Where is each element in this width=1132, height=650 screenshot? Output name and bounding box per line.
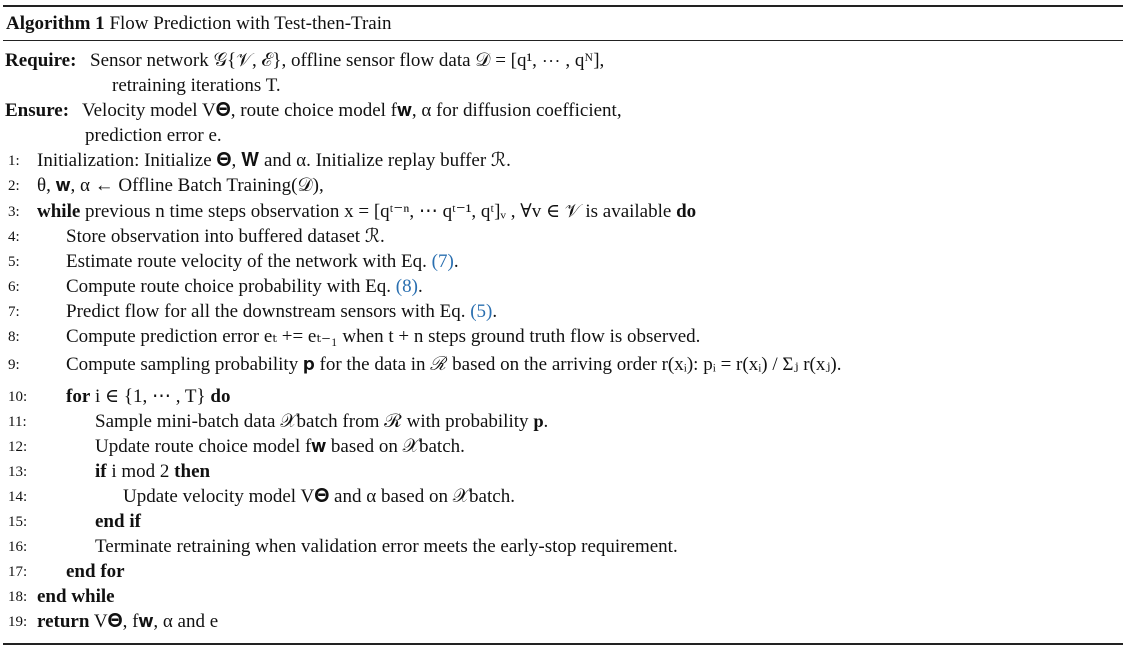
- line-number: 12:: [8, 439, 28, 455]
- step-text: Update velocity model V𝚯 and α based on 𝒳batch.: [123, 486, 515, 507]
- step-text: Update route choice model f𝐰 based on 𝒳batch.: [95, 436, 465, 457]
- require-label: Require:: [5, 50, 77, 71]
- ensure-label: Ensure:: [5, 100, 70, 121]
- step-text: Estimate route velocity of the network with Eq. (7).: [66, 251, 459, 272]
- line-number: 9:: [8, 357, 20, 373]
- ensure-cont: prediction error e.: [85, 125, 222, 146]
- step-text: for i ∈ {1, ⋯ , T} do: [66, 386, 231, 407]
- step-text: if i mod 2 then: [95, 461, 211, 482]
- line-number: 1:: [8, 153, 20, 169]
- line-number: 17:: [8, 564, 28, 580]
- step-text: θ, 𝐰, α ← Offline Batch Training(𝒟),: [37, 175, 324, 196]
- line-number: 5:: [8, 254, 20, 270]
- step-text: Sample mini-batch data 𝒳batch from ℛ with probability 𝐩.: [95, 411, 549, 432]
- line-number: 11:: [8, 414, 27, 430]
- bottom-rule: [3, 643, 1123, 645]
- step-text: Terminate retraining when validation error meets the early-stop requirement.: [95, 536, 678, 557]
- line-number: 8:: [8, 329, 20, 345]
- line-number: 7:: [8, 304, 20, 320]
- step-text: Compute sampling probability 𝐩 for the data in ℛ based on the arriving order r(xᵢ): pᵢ = r(xᵢ) / Σⱼ r(xⱼ).: [66, 354, 842, 375]
- title-rule: [3, 40, 1123, 41]
- step-text: Initialization: Initialize 𝚯, 𝐖 and α. Initialize replay buffer ℛ.: [37, 150, 511, 171]
- require-text: Sensor network 𝒢{𝒱, ℰ}, offline sensor flow data 𝒟 = [q¹, ⋯ , qᴺ],: [90, 50, 605, 71]
- step-text: end while: [37, 586, 115, 607]
- step-text: Compute route choice probability with Eq. (8).: [66, 276, 423, 297]
- ensure-text: Velocity model V𝚯, route choice model f𝐰, α for diffusion coefficient,: [82, 100, 622, 121]
- line-number: 19:: [8, 614, 28, 630]
- step-text: end if: [95, 511, 141, 532]
- line-number: 3:: [8, 204, 20, 220]
- line-number: 6:: [8, 279, 20, 295]
- equation-link[interactable]: (8): [395, 276, 418, 297]
- line-number: 2:: [8, 178, 20, 194]
- require-cont: retraining iterations T.: [112, 75, 281, 96]
- algorithm-label: Algorithm 1: [6, 13, 105, 34]
- algorithm-name: Flow Prediction with Test-then-Train: [109, 13, 392, 34]
- line-number: 16:: [8, 539, 28, 555]
- step-text: end for: [66, 561, 125, 582]
- line-number: 18:: [8, 589, 28, 605]
- step-text: while previous n time steps observation x = [qᵗ⁻ⁿ, ⋯ qᵗ⁻¹, qᵗ]ᵥ , ∀v ∈ 𝒱 is available do: [37, 201, 697, 222]
- step-text: Predict flow for all the downstream sensors with Eq. (5).: [66, 301, 498, 322]
- equation-link[interactable]: (5): [470, 301, 493, 322]
- line-number: 13:: [8, 464, 28, 480]
- line-number: 10:: [8, 389, 28, 405]
- line-number: 15:: [8, 514, 28, 530]
- algorithm-title: [6, 12, 392, 36]
- line-number: 14:: [8, 489, 28, 505]
- equation-link[interactable]: (7): [431, 251, 454, 272]
- top-rule: [3, 5, 1123, 7]
- step-text: Compute prediction error eₜ += eₜ₋₁ when t + n steps ground truth flow is observed.: [66, 326, 701, 347]
- step-text: Store observation into buffered dataset ℛ.: [66, 226, 385, 247]
- step-text: return V𝚯, f𝐰, α and e: [37, 611, 219, 632]
- line-number: 4:: [8, 229, 20, 245]
